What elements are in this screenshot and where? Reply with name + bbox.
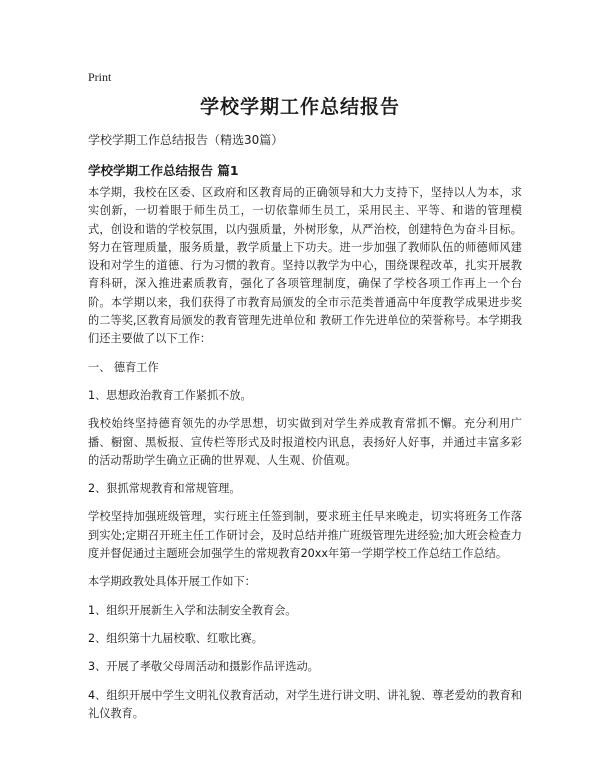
paragraph-intro: 本学期，我校在区委、区政府和区教育局的正确领导和大力支持下，坚持以人为本，求实创新，一切着眼于师生员工，一切依靠师生员工，采用民主、平等、和谐的管理模式，创设和谐的学校氛围，以内强质量，外树形象，从严治校，创建特色为奋斗目标。努力在管理质量，服务质量，教学质量上下功夫。进一步加强了教师队伍的师德师风建设和对学生的道德、行为习惯的教育。坚持以教学为中心，围绕课程改革，扎实开展教育科研，深入推进素质教育，强化了各项管理制度，确保了学校各项工作再上一个台阶。本学期以来，我们获得了市教育局颁发的全市示范类普通高中年度教学成果进步奖的二等奖,区教育局颁发的教育管理先进单位和 教研工作先进单位的荣誉称号。本学期我们还主要做了以下工作： [88, 186, 522, 346]
document-title: 学校学期工作总结报告 [199, 96, 400, 118]
document-body [88, 184, 522, 733]
list-item: 3、开展了孝敬父母周活动和摄影作品评选动。 [88, 660, 319, 674]
list-item: 2、组织第十九届校歌、红歌比赛。 [88, 631, 263, 645]
print-link[interactable]: Print [88, 70, 112, 84]
paragraph-item-1-heading: 1、思想政治教育工作紧抓不放。 [88, 388, 252, 402]
paragraph-moral-education-body: 我校始终坚持德育领先的办学思想，切实做到对学生养成教育常抓不懈。充分利用广播、橱窗、黑板报、宣传栏等形式及时报道校内讯息，表扬好人好事，并通过丰富多彩的活动帮助学生确立正确的世界观、人生观、价值观。 [88, 417, 522, 467]
list-item: 4、组织开展中学生文明礼仪教育活动，对学生进行讲文明、讲礼貌、尊老爱幼的教育和礼仪教育。 [88, 688, 522, 720]
paragraph-heading-moral-education: 一、 德育工作 [88, 360, 159, 374]
document-subtitle: 学校学期工作总结报告（精选30篇） [88, 133, 284, 147]
section-heading: 学校学期工作总结报告 篇1 [88, 163, 239, 178]
paragraph-item-2-heading: 2、狠抓常规教育和常规管理。 [88, 482, 241, 496]
paragraph-class-management-body: 学校坚持加强班级管理，实行班主任签到制，要求班主任早来晚走，切实将班务工作落到实处;定期召开班主任工作研讨会，及时总结并推广班级管理先进经验;加大班会检查力度并督促通过主题班会加强学生的常规教育20xx年第一学期学校工作总结工作总结。 [88, 510, 522, 561]
list-item: 1、组织开展新生入学和法制安全教育会。 [88, 603, 297, 617]
paragraph-work-list-intro: 本学期政教处具体开展工作如下： [88, 575, 256, 589]
